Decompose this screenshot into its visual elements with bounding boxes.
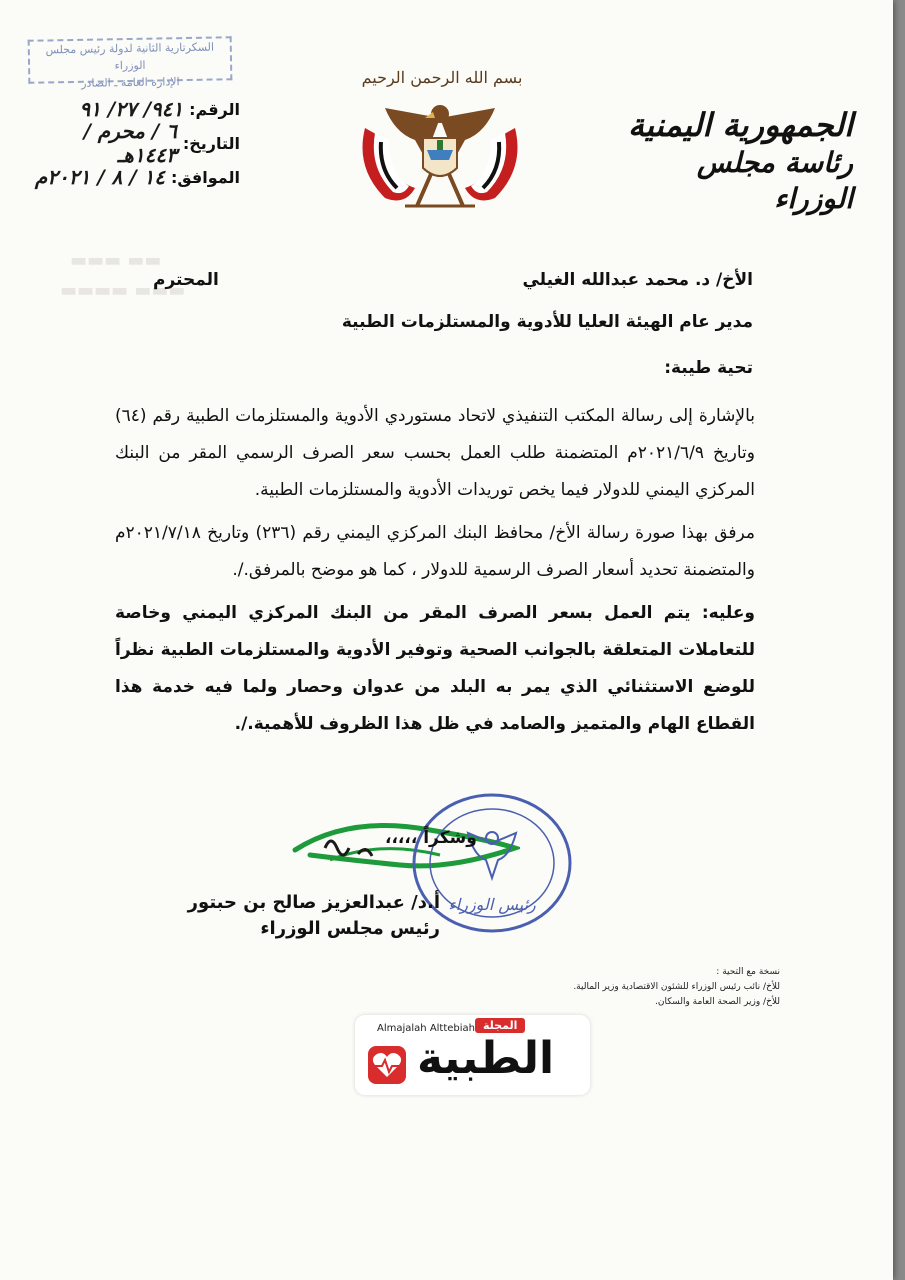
cc-line-2: للأخ/ وزير الصحة العامة والسكان. xyxy=(654,997,780,1007)
ref-date-label: التاريخ: xyxy=(182,133,240,153)
reference-block xyxy=(20,92,240,194)
basmala: بسم الله الرحمن الرحيم xyxy=(361,68,523,87)
closing-thanks: وشكراً ،،،،، xyxy=(385,828,477,848)
ref-number-label: الرقم: xyxy=(189,99,240,119)
signer-block xyxy=(170,890,440,942)
recipient-honorific: المحترم xyxy=(153,270,219,290)
logo-badge: المجلة xyxy=(475,1018,525,1033)
signer-name: أ.د/ عبدالعزيز صالح بن حبتور xyxy=(187,892,440,913)
letter-body xyxy=(115,398,755,749)
cc-heading: نسخة مع التحية : xyxy=(716,967,780,977)
eagle-emblem-icon xyxy=(345,88,535,218)
greeting: تحية طيبة: xyxy=(664,358,753,378)
ref-number-value: ٩٤١/ ٢٧/ ٩١ xyxy=(79,97,184,121)
body-paragraph-2: مرفق بهذا صورة رسالة الأخ/ محافظ البنك المركزي اليمني رقم (٢٣٦) وتاريخ ٢٠٢١/٧/١٨م والمتضمنة تحديد أسعار الصرف الرسمية للدولار ، كما هو موضح بالمرفق./. xyxy=(115,523,755,580)
bleed-through-text: ▬▬▬ ▬▬ xyxy=(70,250,162,271)
cc-line-1: للأخ/ نائب رئيس الوزراء للشئون الاقتصادية وزير المالية. xyxy=(573,982,780,992)
bleed-through-text: ▬▬▬▬ ▬▬▬ xyxy=(60,280,186,301)
ref-date-row xyxy=(20,119,240,167)
ref-gregorian-value: ١٤ / ٨ / ٢٠٢١م xyxy=(34,165,165,189)
ref-gregorian-row xyxy=(20,160,240,194)
masthead xyxy=(613,105,853,217)
heart-pulse-icon xyxy=(367,1045,407,1085)
ref-date-value: ٦ / محرم / ١٤٤٣هـ xyxy=(83,119,177,167)
body-paragraph-3: وعليه: يتم العمل بسعر الصرف المقر من البنك المركزي اليمني وخاصة للتعاملات المتعلقة بالجوانب الصحية وتوفير الأدوية والمستلزمات الطبية نظراً للوضع الاستثنائي الذي يمر به البلد من عدوان وحصار ولما فيه خدمة هذا القطاع الهام والمتميز والصامد في ظل هذا الظروف للأهمية./. xyxy=(115,603,755,734)
ref-gregorian-label: الموافق: xyxy=(170,167,240,187)
watermark-logo xyxy=(355,1015,590,1095)
stamp-line-1: السكرتارية الثانية لدولة رئيس مجلس الوزراء xyxy=(45,40,215,73)
logo-title: الطبية xyxy=(417,1033,555,1084)
copies-block xyxy=(555,965,780,1010)
signer-title: رئيس مجلس الوزراء xyxy=(260,918,440,939)
body-paragraph-1: بالإشارة إلى رسالة المكتب التنفيذي لاتحاد مستوردي الأدوية والمستلزمات الطبية رقم (٦٤) وتاريخ ٢٠٢١/٦/٩م المتضمنة طلب العمل بحسب سعر الصرف الرسمي المقر من البنك المركزي اليمني للدولار فيما يخص توريدات الأدوية والمستلزمات الطبية. xyxy=(115,406,755,500)
stamp-line-2: الإدارة العامة ـ الصادر xyxy=(81,75,180,90)
masthead-cabinet: رئاسة مجلس الوزراء xyxy=(696,146,853,215)
incoming-stamp xyxy=(28,36,233,90)
logo-subtitle: Almajalah Alttebiah xyxy=(377,1023,476,1034)
recipient-position: مدير عام الهيئة العليا للأدوية والمستلزمات الطبية xyxy=(341,312,753,332)
seal-text: رئيس الوزراء xyxy=(448,895,536,914)
recipient-name: الأخ/ د. محمد عبدالله الغيلي xyxy=(522,270,753,290)
masthead-republic: الجمهورية اليمنية xyxy=(628,106,853,144)
recipient-line xyxy=(153,270,753,290)
